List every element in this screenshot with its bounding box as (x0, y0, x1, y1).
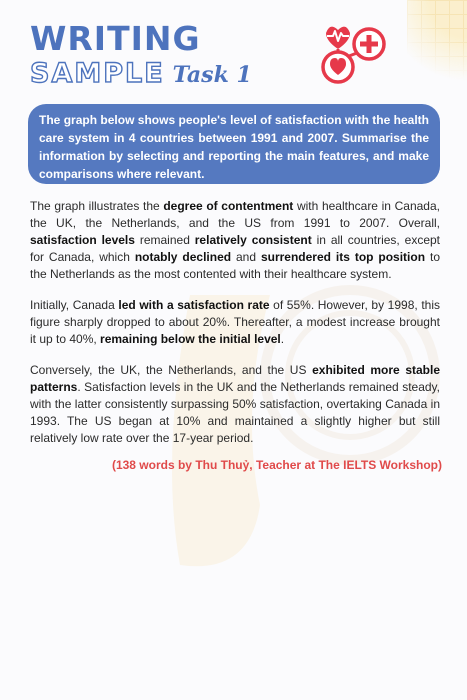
text-run: remained (134, 233, 195, 247)
emphasis-phrase: notably declined (134, 250, 232, 264)
emphasis-phrase: degree of contentment (163, 199, 294, 213)
text-run: with healthcare in Canada, the UK, the Netherlands, and the US from 1991 to 2007. Overall, (30, 199, 440, 230)
emphasis-phrase: relatively consistent (194, 233, 312, 247)
emphasis-phrase: remaining below the initial level (100, 332, 281, 346)
text-run: Conversely, the UK, the Netherlands, and the US (30, 363, 313, 377)
essay-paragraph-1 (30, 198, 440, 283)
text-run: . (280, 332, 285, 346)
author-credit: (138 words by Thu Thuỷ, Teacher at The IELTS Workshop) (111, 458, 442, 472)
decorative-grid-corner (407, 0, 467, 90)
text-run: to the Netherlands as the most contented with their healthcare system. (30, 250, 440, 281)
title-sample-text: SAMPLE (30, 58, 165, 89)
text-run: Initially, Canada (30, 298, 119, 312)
title-writing: WRITING (30, 19, 201, 58)
page-header (30, 19, 252, 90)
text-run: The graph illustrates the (30, 199, 164, 213)
task-prompt-box (28, 104, 440, 184)
essay-body (30, 198, 440, 461)
emphasis-phrase: led with a satisfaction rate (118, 298, 270, 312)
title-sample (30, 59, 252, 90)
title-task-tag: Task 1 (172, 62, 252, 88)
task-prompt-text: The graph below shows people's level of satisfaction with the health care system in 4 countries between 1991 and 2007. Summarise the information by selecting and reporting the main features, and make comparisons where relevant. (39, 113, 429, 181)
text-run: and (231, 250, 261, 264)
text-run: of 55%. However, by 1998, this figure sharply dropped to about 20%. Thereafter, a modest increase brought it up to 40%, (30, 298, 441, 346)
emphasis-phrase: satisfaction levels (30, 233, 135, 247)
text-run: . Satisfaction levels in the UK and the Netherlands remained steady, with the latter consistently surpassing 50% satisfaction, overtaking Canada in 1993. The US began at 10% and maintained a slightly higher but still relatively low rate over the 17-year period. (30, 380, 440, 445)
essay-paragraph-3 (30, 362, 440, 447)
emphasis-phrase: surrendered its top position (260, 250, 426, 264)
health-heart-cross-icon (308, 14, 390, 88)
emphasis-phrase: exhibited more stable patterns (30, 363, 441, 394)
text-run: in all countries, except for Canada, which (30, 233, 441, 264)
essay-paragraph-2 (30, 297, 440, 348)
